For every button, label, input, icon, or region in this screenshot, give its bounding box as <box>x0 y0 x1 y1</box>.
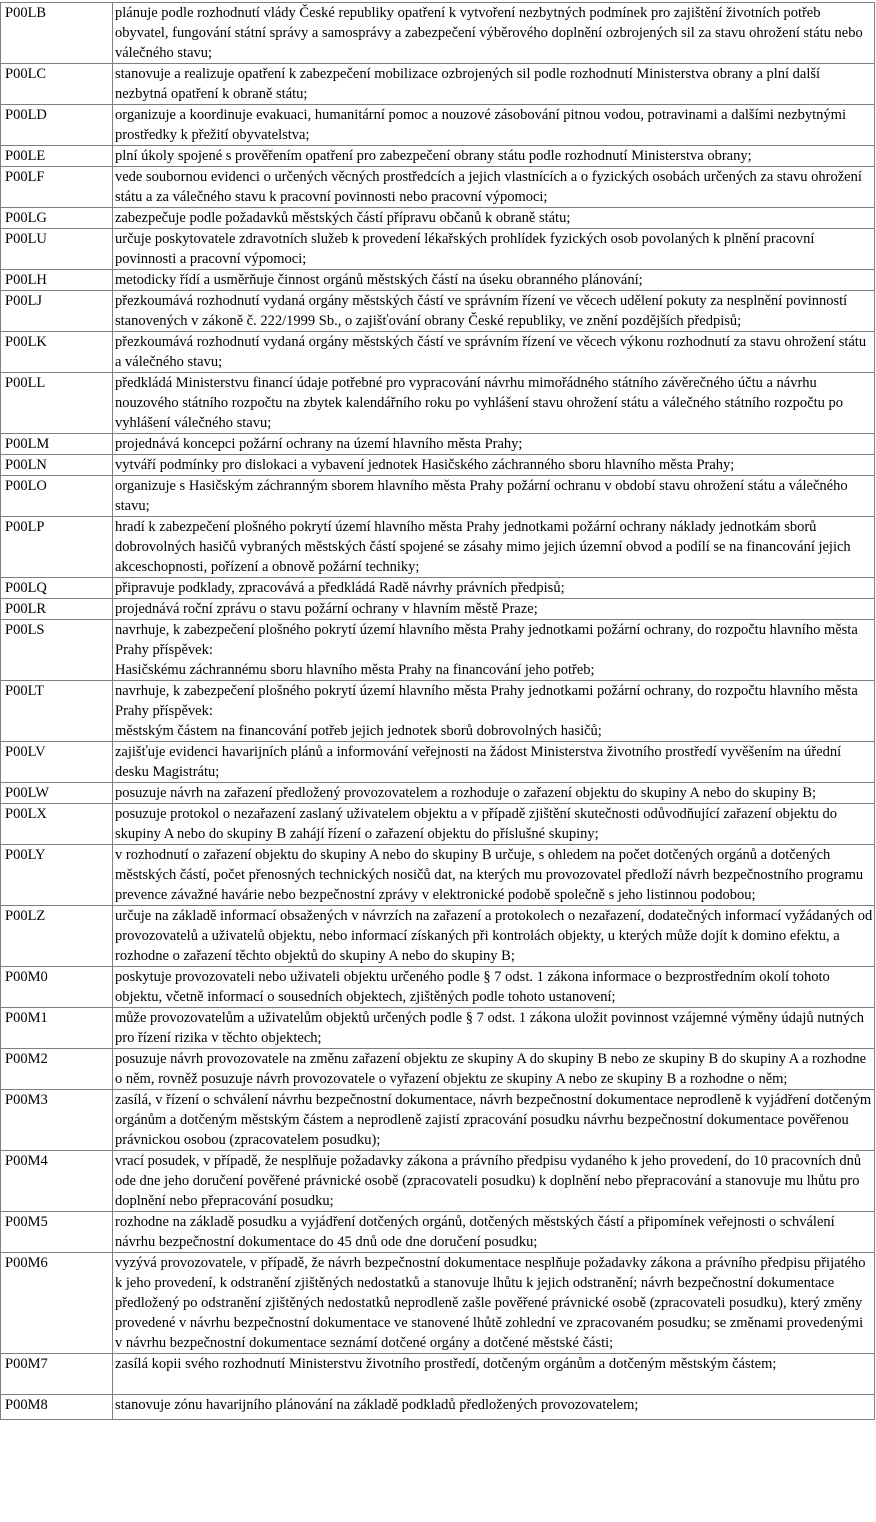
row-code: P00LD <box>1 105 113 146</box>
table-row <box>1 3 875 64</box>
row-description: navrhuje, k zabezpečení plošného pokrytí území hlavního města Prahy jednotkami požární ochrany, do rozpočtu hlavního města Prahy příspěvek: městským částem na financování potřeb jejich jednotek sborů dobrovolných hasičů; <box>113 681 875 742</box>
row-description: posuzuje návrh na zařazení předložený provozovatelem a rozhoduje o zařazení objektu do skupiny A nebo do skupiny B; <box>113 783 875 804</box>
row-description: přezkoumává rozhodnutí vydaná orgány městských částí ve správním řízení ve věcech výkonu rozhodnutí za stavu ohrožení státu a válečného stavu; <box>113 332 875 373</box>
table-row <box>1 804 875 845</box>
row-description: může provozovatelům a uživatelům objektů určených podle § 7 odst. 1 zákona uložit povinnost vzájemné výměny údajů nutných pro řízení rizika v těchto objektech; <box>113 1008 875 1049</box>
table-row <box>1 681 875 742</box>
table-row <box>1 1395 875 1420</box>
row-description: vede soubornou evidenci o určených věcných prostředcích a jejich vlastnících a o fyzických osobách určených za stavu ohrožení státu a za válečného stavu k pracovní povinnosti nebo pracovní výpomoci; <box>113 167 875 208</box>
row-description: projednává koncepci požární ochrany na území hlavního města Prahy; <box>113 434 875 455</box>
row-code: P00LM <box>1 434 113 455</box>
table-row <box>1 599 875 620</box>
row-description: projednává roční zprávu o stavu požární ochrany v hlavním městě Praze; <box>113 599 875 620</box>
table-row <box>1 332 875 373</box>
row-code: P00LG <box>1 208 113 229</box>
row-description: organizuje a koordinuje evakuaci, humanitární pomoc a nouzové zásobování pitnou vodou, potravinami a dalšími nezbytnými prostředky k přežití obyvatelstva; <box>113 105 875 146</box>
row-description: v rozhodnutí o zařazení objektu do skupiny A nebo do skupiny B určuje, s ohledem na počet dotčených orgánů a dotčených městských částí, počet přenosných technických nosičů dat, na kterých mu provozovatel předloží návrh bezpečnostního programu prevence závažné havárie nebo bezpečnostní zprávy v elektronické podobě společně s jeho listinnou podobou; <box>113 845 875 906</box>
table-row <box>1 742 875 783</box>
row-code: P00LS <box>1 620 113 681</box>
row-description: vrací posudek, v případě, že nesplňuje požadavky zákona a právního předpisu vydaného k jeho provedení, do 10 pracovních dnů ode dne jeho doručení pověřené právnické osobě (zpracovateli posudku) k doplnění nebo přepracování a stanovuje mu lhůtu pro doplnění nebo přepracování posudku; <box>113 1151 875 1212</box>
table-row <box>1 845 875 906</box>
row-code: P00LR <box>1 599 113 620</box>
row-code: P00M5 <box>1 1212 113 1253</box>
table-row <box>1 434 875 455</box>
row-description: zajišťuje evidenci havarijních plánů a informování veřejnosti na žádost Ministerstva životního prostředí vyvěšením na úřední desku Magistrátu; <box>113 742 875 783</box>
row-code: P00LP <box>1 517 113 578</box>
table-row <box>1 64 875 105</box>
row-code: P00LC <box>1 64 113 105</box>
table-row <box>1 476 875 517</box>
agenda-table <box>0 2 875 1420</box>
row-description: navrhuje, k zabezpečení plošného pokrytí území hlavního města Prahy jednotkami požární ochrany, do rozpočtu hlavního města Prahy příspěvek: Hasičskému záchrannému sboru hlavního města Prahy na financování jeho potřeb; <box>113 620 875 681</box>
table-row <box>1 373 875 434</box>
row-code: P00M0 <box>1 967 113 1008</box>
table-row <box>1 1049 875 1090</box>
row-code: P00M2 <box>1 1049 113 1090</box>
row-description: zasílá, v řízení o schválení návrhu bezpečnostní dokumentace, návrh bezpečnostní dokumentace neprodleně k vyjádření dotčeným orgánům a dotčeným městským částem a neprodleně zajistí zpracování posudku návrhu bezpečnostní dokumentace pověřenou právnickou osobou (zpracovatelem posudku); <box>113 1090 875 1151</box>
row-code: P00LK <box>1 332 113 373</box>
table-row <box>1 620 875 681</box>
table-row <box>1 967 875 1008</box>
agenda-table-body <box>1 3 875 1420</box>
row-code: P00LL <box>1 373 113 434</box>
row-code: P00LX <box>1 804 113 845</box>
row-code: P00M1 <box>1 1008 113 1049</box>
table-row <box>1 1354 875 1395</box>
row-code: P00M4 <box>1 1151 113 1212</box>
row-description: plánuje podle rozhodnutí vlády České republiky opatření k vytvoření nezbytných podmínek pro zajištění životních potřeb obyvatel, fungování státní správy a samosprávy a zabezpečení výběrového doplnění ozbrojených sil za stavu ohrožení státu nebo válečného stavu; <box>113 3 875 64</box>
row-code: P00LE <box>1 146 113 167</box>
row-description: zabezpečuje podle požadavků městských částí přípravu občanů k obraně státu; <box>113 208 875 229</box>
row-description: zasílá kopii svého rozhodnutí Ministerstvu životního prostředí, dotčeným orgánům a dotčeným městským částem; <box>113 1354 875 1395</box>
table-row <box>1 1151 875 1212</box>
row-code: P00LV <box>1 742 113 783</box>
row-description: metodicky řídí a usměrňuje činnost orgánů městských částí na úseku obranného plánování; <box>113 270 875 291</box>
row-code: P00LB <box>1 3 113 64</box>
row-description: poskytuje provozovateli nebo uživateli objektu určeného podle § 7 odst. 1 zákona informace o bezprostředním okolí tohoto objektu, včetně informací o sousedních objektech, zjištěných podle tohoto ustanovení; <box>113 967 875 1008</box>
table-row <box>1 229 875 270</box>
row-description: plní úkoly spojené s prověřením opatření pro zabezpečení obrany státu podle rozhodnutí Ministerstva obrany; <box>113 146 875 167</box>
row-description: určuje poskytovatele zdravotních služeb k provedení lékařských prohlídek fyzických osob povolaných k plnění pracovní povinnosti a pracovní výpomoci; <box>113 229 875 270</box>
table-row <box>1 208 875 229</box>
table-row <box>1 517 875 578</box>
row-code: P00LJ <box>1 291 113 332</box>
row-code: P00LT <box>1 681 113 742</box>
table-row <box>1 906 875 967</box>
row-code: P00LU <box>1 229 113 270</box>
row-code: P00LO <box>1 476 113 517</box>
row-description: posuzuje protokol o nezařazení zaslaný uživatelem objektu a v případě zjištění skutečnosti odůvodňující zařazení objektu do skupiny A nebo do skupiny B zahájí řízení o zařazení objektu do příslušné skupiny; <box>113 804 875 845</box>
row-description: určuje na základě informací obsažených v návrzích na zařazení a protokolech o nezařazení, dodatečných informací vyžádaných od provozovatelů a uživatelů objektu, nebo informací získaných při kontrolách objekty, u kterých může dojít k domino efektu, a rozhodne o zařazení těchto objektů do skupiny A nebo do skupiny B; <box>113 906 875 967</box>
row-code: P00LQ <box>1 578 113 599</box>
table-row <box>1 1090 875 1151</box>
row-description: rozhodne na základě posudku a vyjádření dotčených orgánů, dotčených městských částí a připomínek veřejnosti o schválení návrhu bezpečnostní dokumentace do 45 dnů ode dne doručení posudku; <box>113 1212 875 1253</box>
table-row <box>1 167 875 208</box>
table-row <box>1 578 875 599</box>
row-code: P00M3 <box>1 1090 113 1151</box>
row-description: přezkoumává rozhodnutí vydaná orgány městských částí ve správním řízení ve věcech udělení pokuty za nesplnění povinností stanovených v zákoně č. 222/1999 Sb., o zajišťování obrany České republiky, ve znění pozdějších předpisů; <box>113 291 875 332</box>
table-row <box>1 291 875 332</box>
row-description: stanovuje zónu havarijního plánování na základě podkladů předložených provozovatelem; <box>113 1395 875 1420</box>
row-description: posuzuje návrh provozovatele na změnu zařazení objektu ze skupiny A do skupiny B nebo ze skupiny B do skupiny A a rozhodne o něm, rovněž posuzuje návrh provozovatele o vyřazení objektu ze skupiny A nebo ze skupiny B a rozhodne o něm; <box>113 1049 875 1090</box>
row-code: P00M8 <box>1 1395 113 1420</box>
table-row <box>1 105 875 146</box>
row-description: vyzývá provozovatele, v případě, že návrh bezpečnostní dokumentace nesplňuje požadavky zákona a právního předpisu přijatého k jeho provedení, k odstranění zjištěných nedostatků a stanovuje lhůtu k jejich odstranění; návrh bezpečnostní dokumentace předložený po odstranění zjištěných nedostatků neprodleně zašle pověřené právnické osobě (zpracovateli posudku), který změny provedené v návrhu bezpečnostní dokumentace ve stanovené lhůtě zohlední ve zpracovaném posudku; se změnami provedenými v návrhu bezpečnostní dokumentace seznámí dotčené orgány a dotčené městské části; <box>113 1253 875 1354</box>
row-description: stanovuje a realizuje opatření k zabezpečení mobilizace ozbrojených sil podle rozhodnutí Ministerstva obrany a plní další nezbytná opatření k obraně státu; <box>113 64 875 105</box>
table-row <box>1 146 875 167</box>
table-row <box>1 1212 875 1253</box>
row-description: organizuje s Hasičským záchranným sborem hlavního města Prahy požární ochranu v období stavu ohrožení státu a válečného stavu; <box>113 476 875 517</box>
row-description: hradí k zabezpečení plošného pokrytí území hlavního města Prahy jednotkami požární ochrany náklady jednotkám sborů dobrovolných hasičů vybraných městských částí spojené se zásahy mimo jejich územní obvod a podílí se na financování jejich akceschopnosti, pořízení a obnově požární techniky; <box>113 517 875 578</box>
row-code: P00M7 <box>1 1354 113 1395</box>
table-row <box>1 270 875 291</box>
row-code: P00LN <box>1 455 113 476</box>
row-code: P00M6 <box>1 1253 113 1354</box>
row-code: P00LF <box>1 167 113 208</box>
table-row <box>1 783 875 804</box>
row-description: připravuje podklady, zpracovává a předkládá Radě návrhy právních předpisů; <box>113 578 875 599</box>
row-code: P00LW <box>1 783 113 804</box>
row-code: P00LH <box>1 270 113 291</box>
row-code: P00LY <box>1 845 113 906</box>
table-row <box>1 455 875 476</box>
row-description: předkládá Ministerstvu financí údaje potřebné pro vypracování návrhu mimořádného státního závěrečného účtu a návrhu nouzového státního rozpočtu na zbytek kalendářního roku po vyhlášení stavu ohrožení státu a válečného státního rozpočtu po vyhlášení válečného stavu; <box>113 373 875 434</box>
table-row <box>1 1008 875 1049</box>
row-code: P00LZ <box>1 906 113 967</box>
table-row <box>1 1253 875 1354</box>
row-description: vytváří podmínky pro dislokaci a vybavení jednotek Hasičského záchranného sboru hlavního města Prahy; <box>113 455 875 476</box>
